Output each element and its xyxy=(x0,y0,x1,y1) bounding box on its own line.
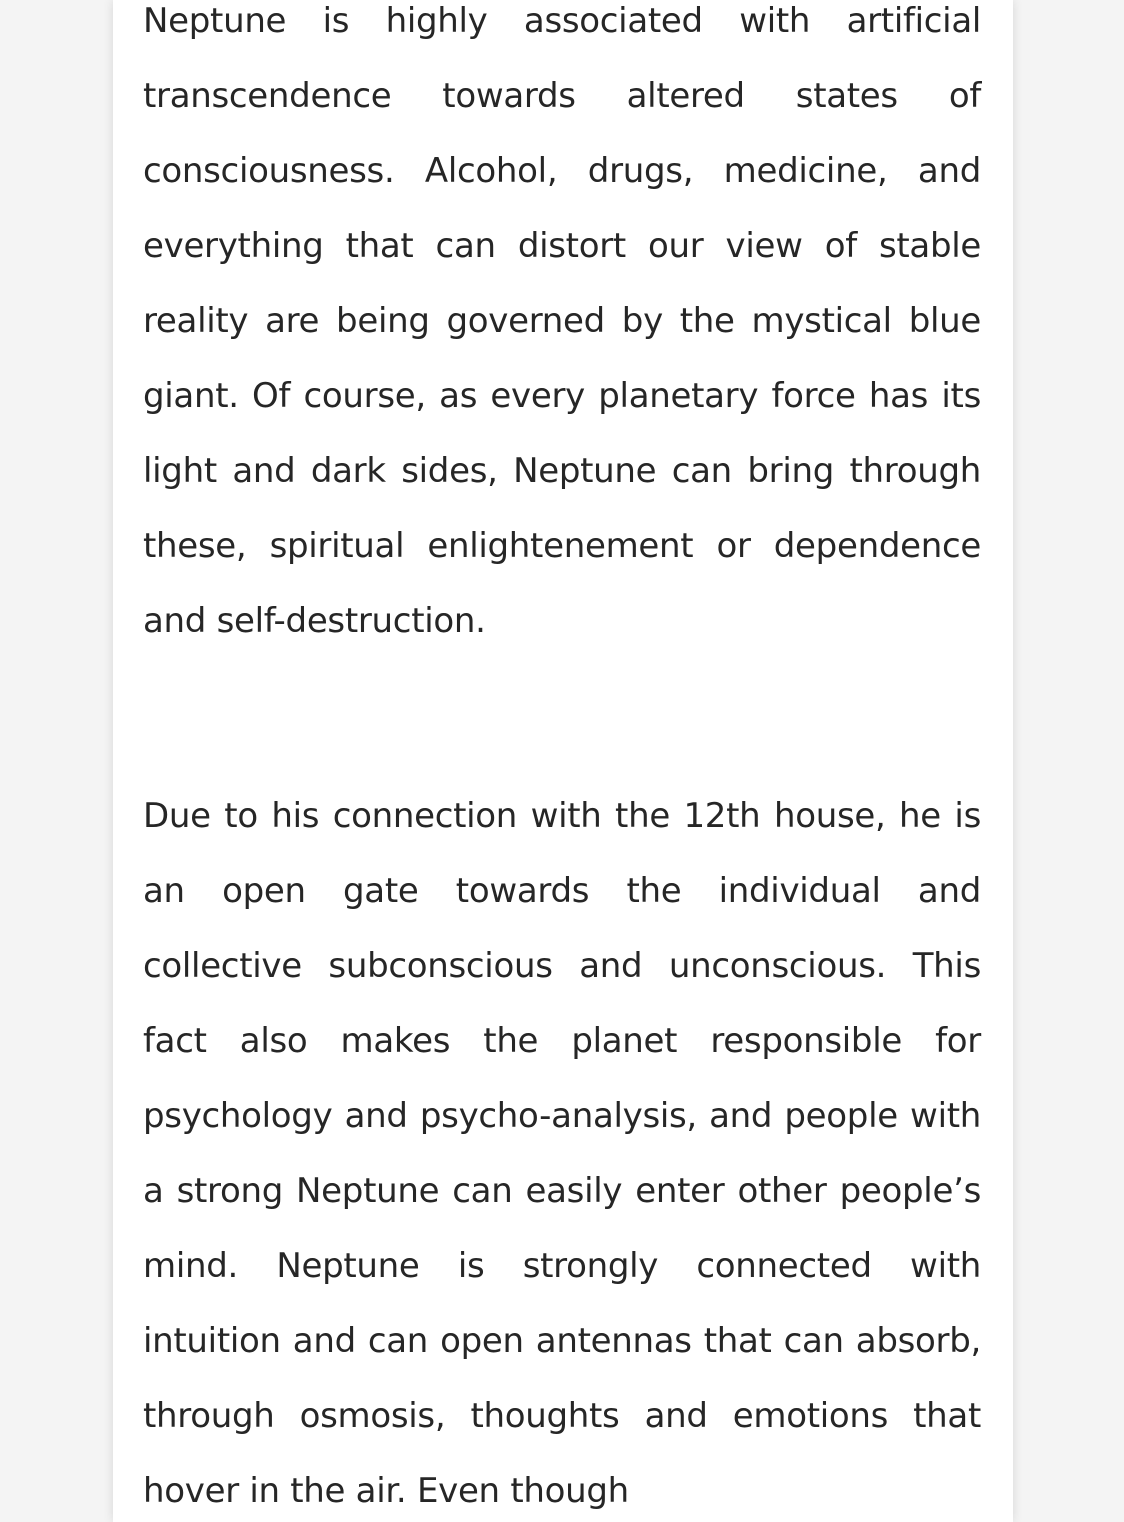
paragraph-twelfth-house: Due to his connection with the 12th house, he is an open gate towards the individual and collective subconscious and unconscious. This fact also makes the planet responsible for psychology and psycho-analysis, and people with a strong Neptune can easily enter other people’s mind. Neptune is strongly connected with intuition and can open antennas that can absorb, through osmosis, thoughts and emotions that hover in the air. Even though xyxy=(143,796,981,1511)
article-page xyxy=(113,0,1013,1522)
paragraph-neptune-transcendence: Neptune is highly associated with artificial transcendence towards altered states of consciousness. Alcohol, drugs, medicine, and everything that can distort our view of stable reality are being governed by the mystical blue giant. Of course, as every planetary force has its light and dark sides, Neptune can bring through these, spiritual enlightenement or dependence and self-destruction. xyxy=(143,1,981,641)
article-body xyxy=(143,0,981,1522)
